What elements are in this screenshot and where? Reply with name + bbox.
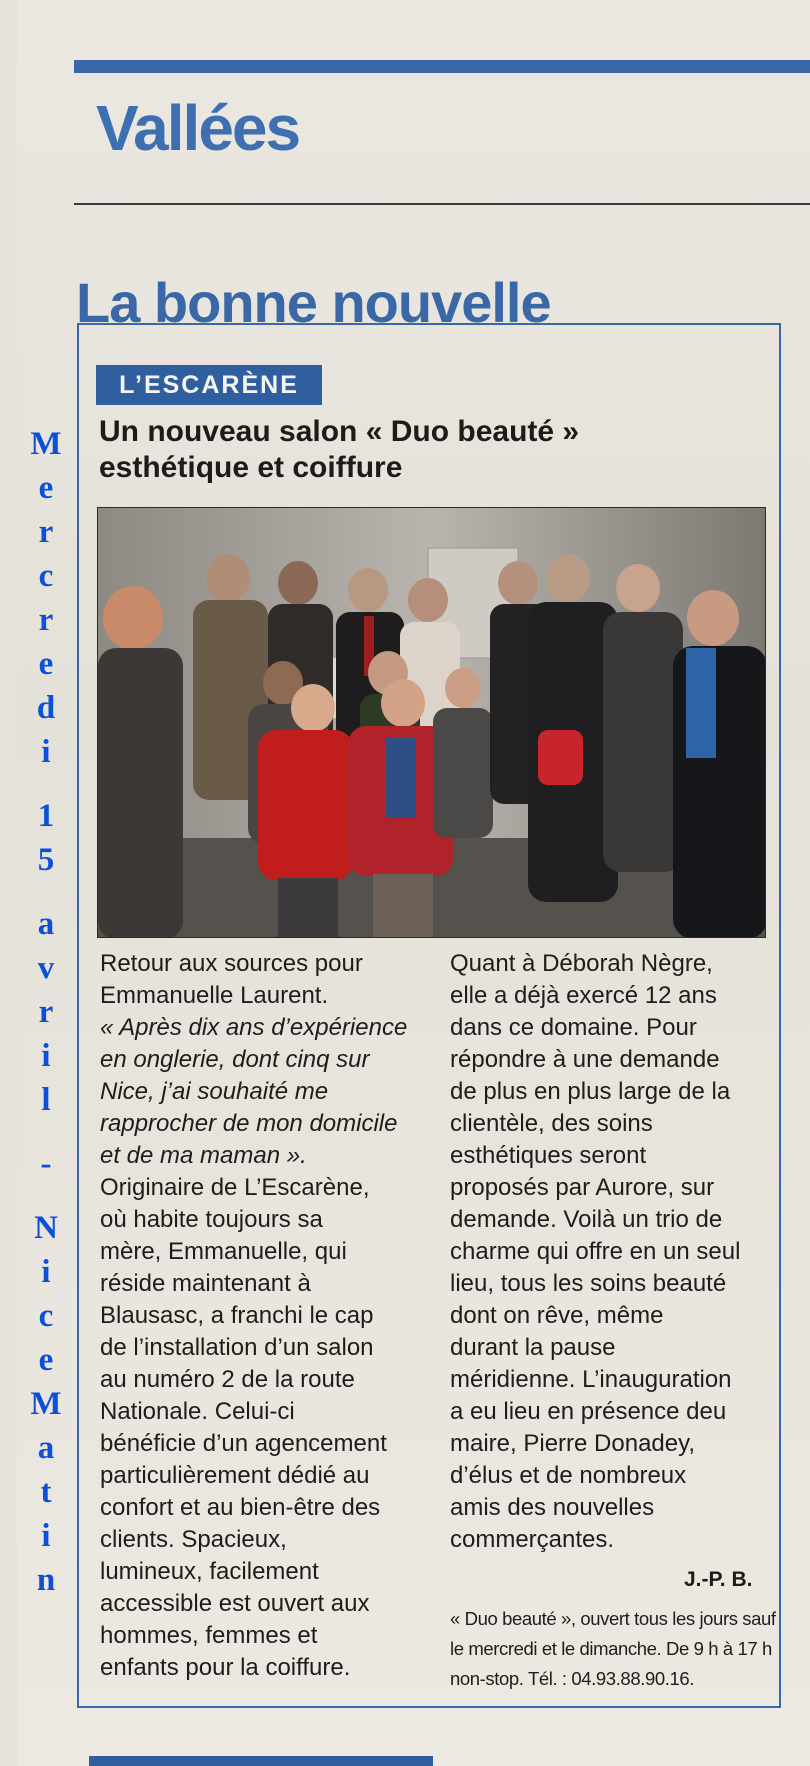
date-letter: n xyxy=(36,1562,56,1598)
handwritten-date-annotation xyxy=(28,422,64,1602)
body-line: dans ce domaine. Pour xyxy=(450,1014,697,1041)
date-letter: a xyxy=(37,1430,55,1466)
date-letter: e xyxy=(38,470,54,506)
body-line: confort et au bien-être des xyxy=(100,1494,381,1521)
body-line: lieu, tous les soins beauté xyxy=(450,1270,727,1297)
date-letter: e xyxy=(38,646,54,682)
bottom-color-rule xyxy=(89,1756,433,1766)
body-line: de plus en plus large de la xyxy=(450,1078,731,1105)
date-letter: a xyxy=(37,906,55,942)
article-body-right xyxy=(450,948,770,1556)
body-line: commerçantes. xyxy=(450,1526,615,1553)
body-line: accessible est ouvert aux xyxy=(100,1590,370,1617)
body-line: clients. Spacieux, xyxy=(100,1526,287,1553)
info-line: le mercredi et le dimanche. De 9 h à 17 h xyxy=(450,1638,772,1659)
body-line: lumineux, facilement xyxy=(100,1558,319,1585)
body-line: Originaire de L’Escarène, xyxy=(100,1174,370,1201)
date-letter: r xyxy=(38,994,54,1030)
body-line: Emmanuelle Laurent. xyxy=(100,982,329,1009)
date-letter: i xyxy=(41,1518,51,1554)
body-line: enfants pour la coiffure. xyxy=(100,1654,351,1681)
body-line: de l’installation d’un salon xyxy=(100,1334,374,1361)
body-line: et de ma maman ». xyxy=(100,1142,307,1169)
body-line: bénéficie d’un agencement xyxy=(100,1430,387,1457)
body-line: au numéro 2 de la route xyxy=(100,1366,355,1393)
subhead-line-2: esthétique et coiffure xyxy=(99,451,403,484)
date-letter: i xyxy=(41,1254,51,1290)
article-body-left xyxy=(100,948,420,1684)
date-letter xyxy=(28,882,64,902)
body-line: Quant à Déborah Nègre, xyxy=(450,950,713,977)
date-letter: r xyxy=(38,602,54,638)
body-line: esthétiques seront xyxy=(450,1142,647,1169)
body-line: mère, Emmanuelle, qui xyxy=(100,1238,347,1265)
date-letter: 1 xyxy=(37,798,55,834)
practical-info xyxy=(450,1604,780,1694)
date-letter: t xyxy=(40,1474,52,1510)
date-letter: M xyxy=(30,1386,62,1422)
body-line: répondre à une demande xyxy=(450,1046,720,1073)
body-line: méridienne. L’inauguration xyxy=(450,1366,732,1393)
body-line: charme qui offre en un seul xyxy=(450,1238,741,1265)
date-letter: c xyxy=(38,1298,54,1334)
body-line: réside maintenant à xyxy=(100,1270,311,1297)
group-photo xyxy=(97,507,766,938)
body-line: durant la pause xyxy=(450,1334,616,1361)
body-line: maire, Pierre Donadey, xyxy=(450,1430,695,1457)
location-kicker: L’ESCARÈNE xyxy=(96,365,322,405)
body-line: en onglerie, dont cinq sur xyxy=(100,1046,370,1073)
body-line: clientèle, des soins xyxy=(450,1110,653,1137)
body-line: Nationale. Celui-ci xyxy=(100,1398,295,1425)
date-letter: v xyxy=(37,950,55,986)
date-letter: r xyxy=(38,514,54,550)
page-headline: La bonne nouvelle xyxy=(76,271,551,334)
date-letter: 5 xyxy=(37,842,55,878)
date-letter: M xyxy=(30,426,62,462)
top-color-rule xyxy=(74,60,810,73)
body-line: Blausasc, a franchi le cap xyxy=(100,1302,374,1329)
date-letter: i xyxy=(41,1038,51,1074)
date-letter: N xyxy=(34,1210,58,1246)
date-letter: e xyxy=(38,1342,54,1378)
body-line: elle a déjà exercé 12 ans xyxy=(450,982,717,1009)
body-line: « Après dix ans d’expérience xyxy=(100,1014,408,1041)
body-line: Nice, j’ai souhaité me xyxy=(100,1078,329,1105)
body-line: a eu lieu en présence deu xyxy=(450,1398,727,1425)
section-divider xyxy=(74,203,810,205)
body-line: dont on rêve, même xyxy=(450,1302,664,1329)
body-line: proposés par Aurore, sur xyxy=(450,1174,715,1201)
author-byline: J.-P. B. xyxy=(684,1568,753,1591)
subhead-line-1: Un nouveau salon « Duo beauté » xyxy=(99,415,580,448)
date-letter xyxy=(28,1122,64,1142)
body-line: rapprocher de mon domicile xyxy=(100,1110,398,1137)
body-line: particulièrement dédié au xyxy=(100,1462,370,1489)
info-line: « Duo beauté », ouvert tous les jours sauf xyxy=(450,1608,776,1629)
body-line: amis des nouvelles xyxy=(450,1494,655,1521)
date-letter: - xyxy=(40,1146,52,1182)
date-letter xyxy=(28,774,64,794)
section-title: Vallées xyxy=(96,92,300,164)
info-line: non-stop. Tél. : 04.93.88.90.16. xyxy=(450,1668,694,1689)
date-letter: l xyxy=(41,1082,51,1118)
date-letter xyxy=(28,1186,64,1206)
body-line: hommes, femmes et xyxy=(100,1622,318,1649)
body-line: Retour aux sources pour xyxy=(100,950,363,977)
article-subhead xyxy=(99,414,759,486)
date-letter: i xyxy=(41,734,51,770)
body-line: d’élus et de nombreux xyxy=(450,1462,687,1489)
date-letter: d xyxy=(36,690,56,726)
body-line: demande. Voilà un trio de xyxy=(450,1206,723,1233)
body-line: où habite toujours sa xyxy=(100,1206,323,1233)
date-letter: c xyxy=(38,558,54,594)
